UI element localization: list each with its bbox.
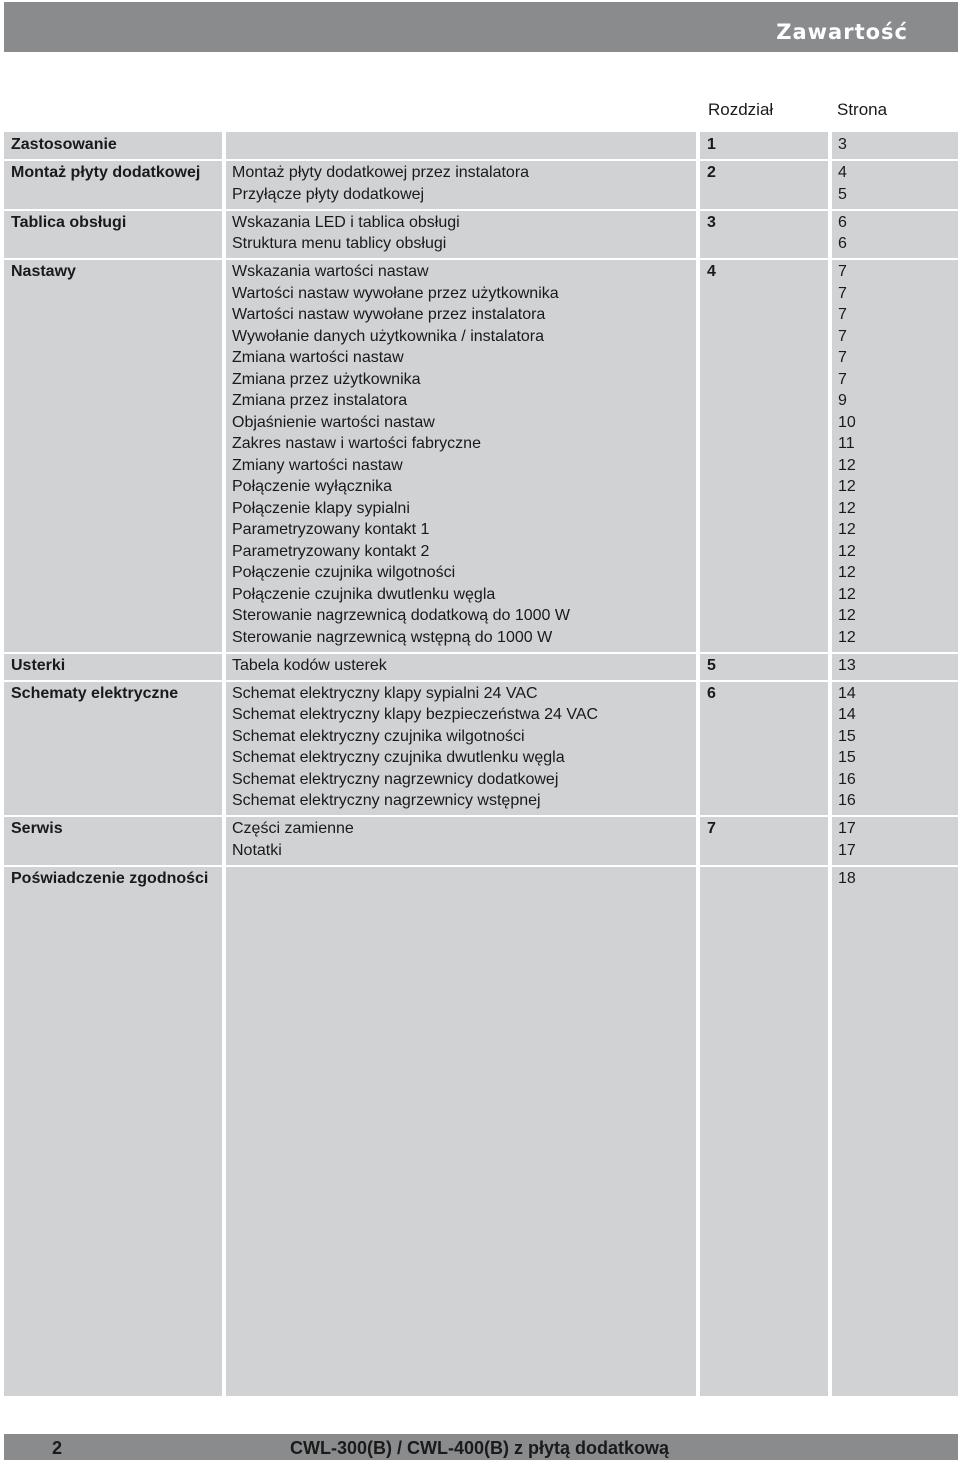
toc-page-number: 12: [838, 607, 856, 624]
toc-page-number: 5: [838, 185, 847, 203]
section-title: Montaż płyty dodatkowej: [11, 164, 201, 181]
toc-entry: Schemat elektryczny nagrzewnicy wstępnej: [232, 792, 541, 809]
toc-entry: Przyłącze płyty dodatkowej: [232, 185, 425, 203]
toc-page-number: 7: [838, 263, 847, 280]
toc-entry: Zmiana przez użytkownika: [232, 370, 421, 388]
section-title: Tablica obsługi: [11, 213, 127, 231]
toc-entry: Połączenie czujnika dwutlenku węgla: [232, 585, 496, 603]
toc-page-number: 17: [838, 820, 856, 837]
toc-entry: Parametryzowany kontakt 2: [232, 542, 430, 560]
section-divider: [4, 652, 958, 654]
footer-page-number: 2: [52, 1438, 63, 1458]
toc-page-number: 14: [838, 706, 856, 723]
toc-page-number: 15: [838, 727, 856, 745]
toc-page-number: 14: [838, 684, 856, 702]
toc-page-number: 12: [838, 542, 856, 560]
toc-page-number: 15: [838, 749, 856, 766]
toc-entry: Połączenie klapy sypialni: [232, 499, 410, 517]
toc-column-section: [4, 132, 222, 1396]
section-title: Schematy elektryczne: [11, 684, 179, 702]
toc-entry: Wartości nastaw wywołane przez użytkownika: [232, 284, 559, 302]
toc-page-number: 6: [838, 213, 847, 231]
toc-entry: Połączenie wyłącznika: [232, 478, 393, 495]
toc-entry: Parametryzowany kontakt 1: [232, 521, 430, 538]
toc-entry: Części zamienne: [232, 820, 354, 837]
toc-entry: Zmiana wartości nastaw: [232, 349, 404, 366]
toc-page-number: 13: [838, 656, 856, 674]
section-chapter-number: 3: [707, 213, 716, 231]
toc-page-number: 3: [838, 136, 847, 153]
toc-page-number: 10: [838, 413, 856, 431]
toc-page-number: 16: [838, 770, 856, 788]
toc-page-number: 16: [838, 792, 856, 809]
toc-entry: Sterowanie nagrzewnicą dodatkową do 1000 W: [232, 607, 570, 624]
toc-page-number: 7: [838, 306, 847, 323]
toc-page-number: 12: [838, 456, 856, 474]
section-title: Nastawy: [11, 263, 76, 280]
toc-page-number: 7: [838, 349, 847, 366]
toc-page-number: 7: [838, 370, 847, 388]
toc-entry: Tabela kodów usterek: [232, 656, 387, 674]
section-chapter-number: 2: [707, 164, 716, 181]
section-title: Serwis: [11, 820, 63, 837]
section-divider: [4, 815, 958, 817]
toc-page-number: 9: [838, 392, 847, 409]
section-divider: [4, 209, 958, 211]
section-chapter-number: 4: [707, 263, 716, 280]
toc-entry: Schemat elektryczny nagrzewnicy dodatkowej: [232, 770, 559, 788]
toc-entry: Wskazania LED i tablica obsługi: [232, 213, 460, 231]
toc-page-number: 18: [838, 869, 856, 887]
section-divider: [4, 258, 958, 260]
toc-page-number: 6: [838, 235, 847, 252]
toc-entry: Notatki: [232, 841, 282, 859]
section-divider: [4, 159, 958, 161]
toc-entry: Zakres nastaw i wartości fabryczne: [232, 435, 481, 452]
footer-title: CWL-300(B) / CWL-400(B) z płytą dodatkową: [290, 1438, 670, 1458]
toc-page-number: 12: [838, 478, 856, 495]
toc-page-number: 12: [838, 564, 856, 581]
column-header-page: Strona: [837, 100, 888, 119]
section-title: Zastosowanie: [11, 136, 117, 153]
toc-entry: Zmiany wartości nastaw: [232, 456, 403, 474]
toc-page-number: 4: [838, 164, 847, 181]
section-chapter-number: 5: [707, 656, 716, 674]
toc-page-number: 7: [838, 284, 847, 302]
toc-entry: Połączenie czujnika wilgotności: [232, 564, 456, 581]
section-divider: [4, 865, 958, 867]
section-chapter-number: 7: [707, 820, 716, 837]
section-divider: [4, 680, 958, 682]
section-chapter-number: 1: [707, 136, 716, 153]
page-title: Zawartość: [776, 20, 908, 44]
toc-entry: Wskazania wartości nastaw: [232, 263, 429, 280]
toc-page-number: 11: [838, 435, 855, 452]
toc-entry: Wywołanie danych użytkownika / instalatora: [232, 327, 545, 345]
toc-entry: Struktura menu tablicy obsługi: [232, 235, 447, 252]
toc-page-number: 12: [838, 499, 856, 517]
toc-page-number: 12: [838, 628, 856, 646]
toc-entry: Wartości nastaw wywołane przez instalatora: [232, 306, 546, 323]
toc-page-number: 12: [838, 585, 856, 603]
toc-entry: Schemat elektryczny klapy sypialni 24 VAC: [232, 684, 538, 702]
toc-column-chapter: [700, 132, 828, 1396]
toc-entry: Schemat elektryczny klapy bezpieczeństwa 24 VAC: [232, 706, 599, 723]
section-title: Usterki: [11, 656, 66, 674]
toc-entry: Sterowanie nagrzewnicą wstępną do 1000 W: [232, 628, 553, 646]
section-title: Poświadczenie zgodności: [11, 869, 209, 887]
toc-entry: Schemat elektryczny czujnika wilgotności: [232, 727, 525, 745]
section-chapter-number: 6: [707, 684, 716, 702]
toc-entry: Montaż płyty dodatkowej przez instalatora: [232, 164, 530, 181]
column-header-chapter: Rozdział: [708, 100, 774, 119]
toc-page-number: 17: [838, 841, 856, 859]
toc-entry: Schemat elektryczny czujnika dwutlenku węgla: [232, 749, 565, 766]
toc-page-number: 7: [838, 327, 847, 345]
toc-entry: Objaśnienie wartości nastaw: [232, 413, 435, 431]
toc-entry: Zmiana przez instalatora: [232, 392, 408, 409]
toc-page-number: 12: [838, 521, 856, 538]
